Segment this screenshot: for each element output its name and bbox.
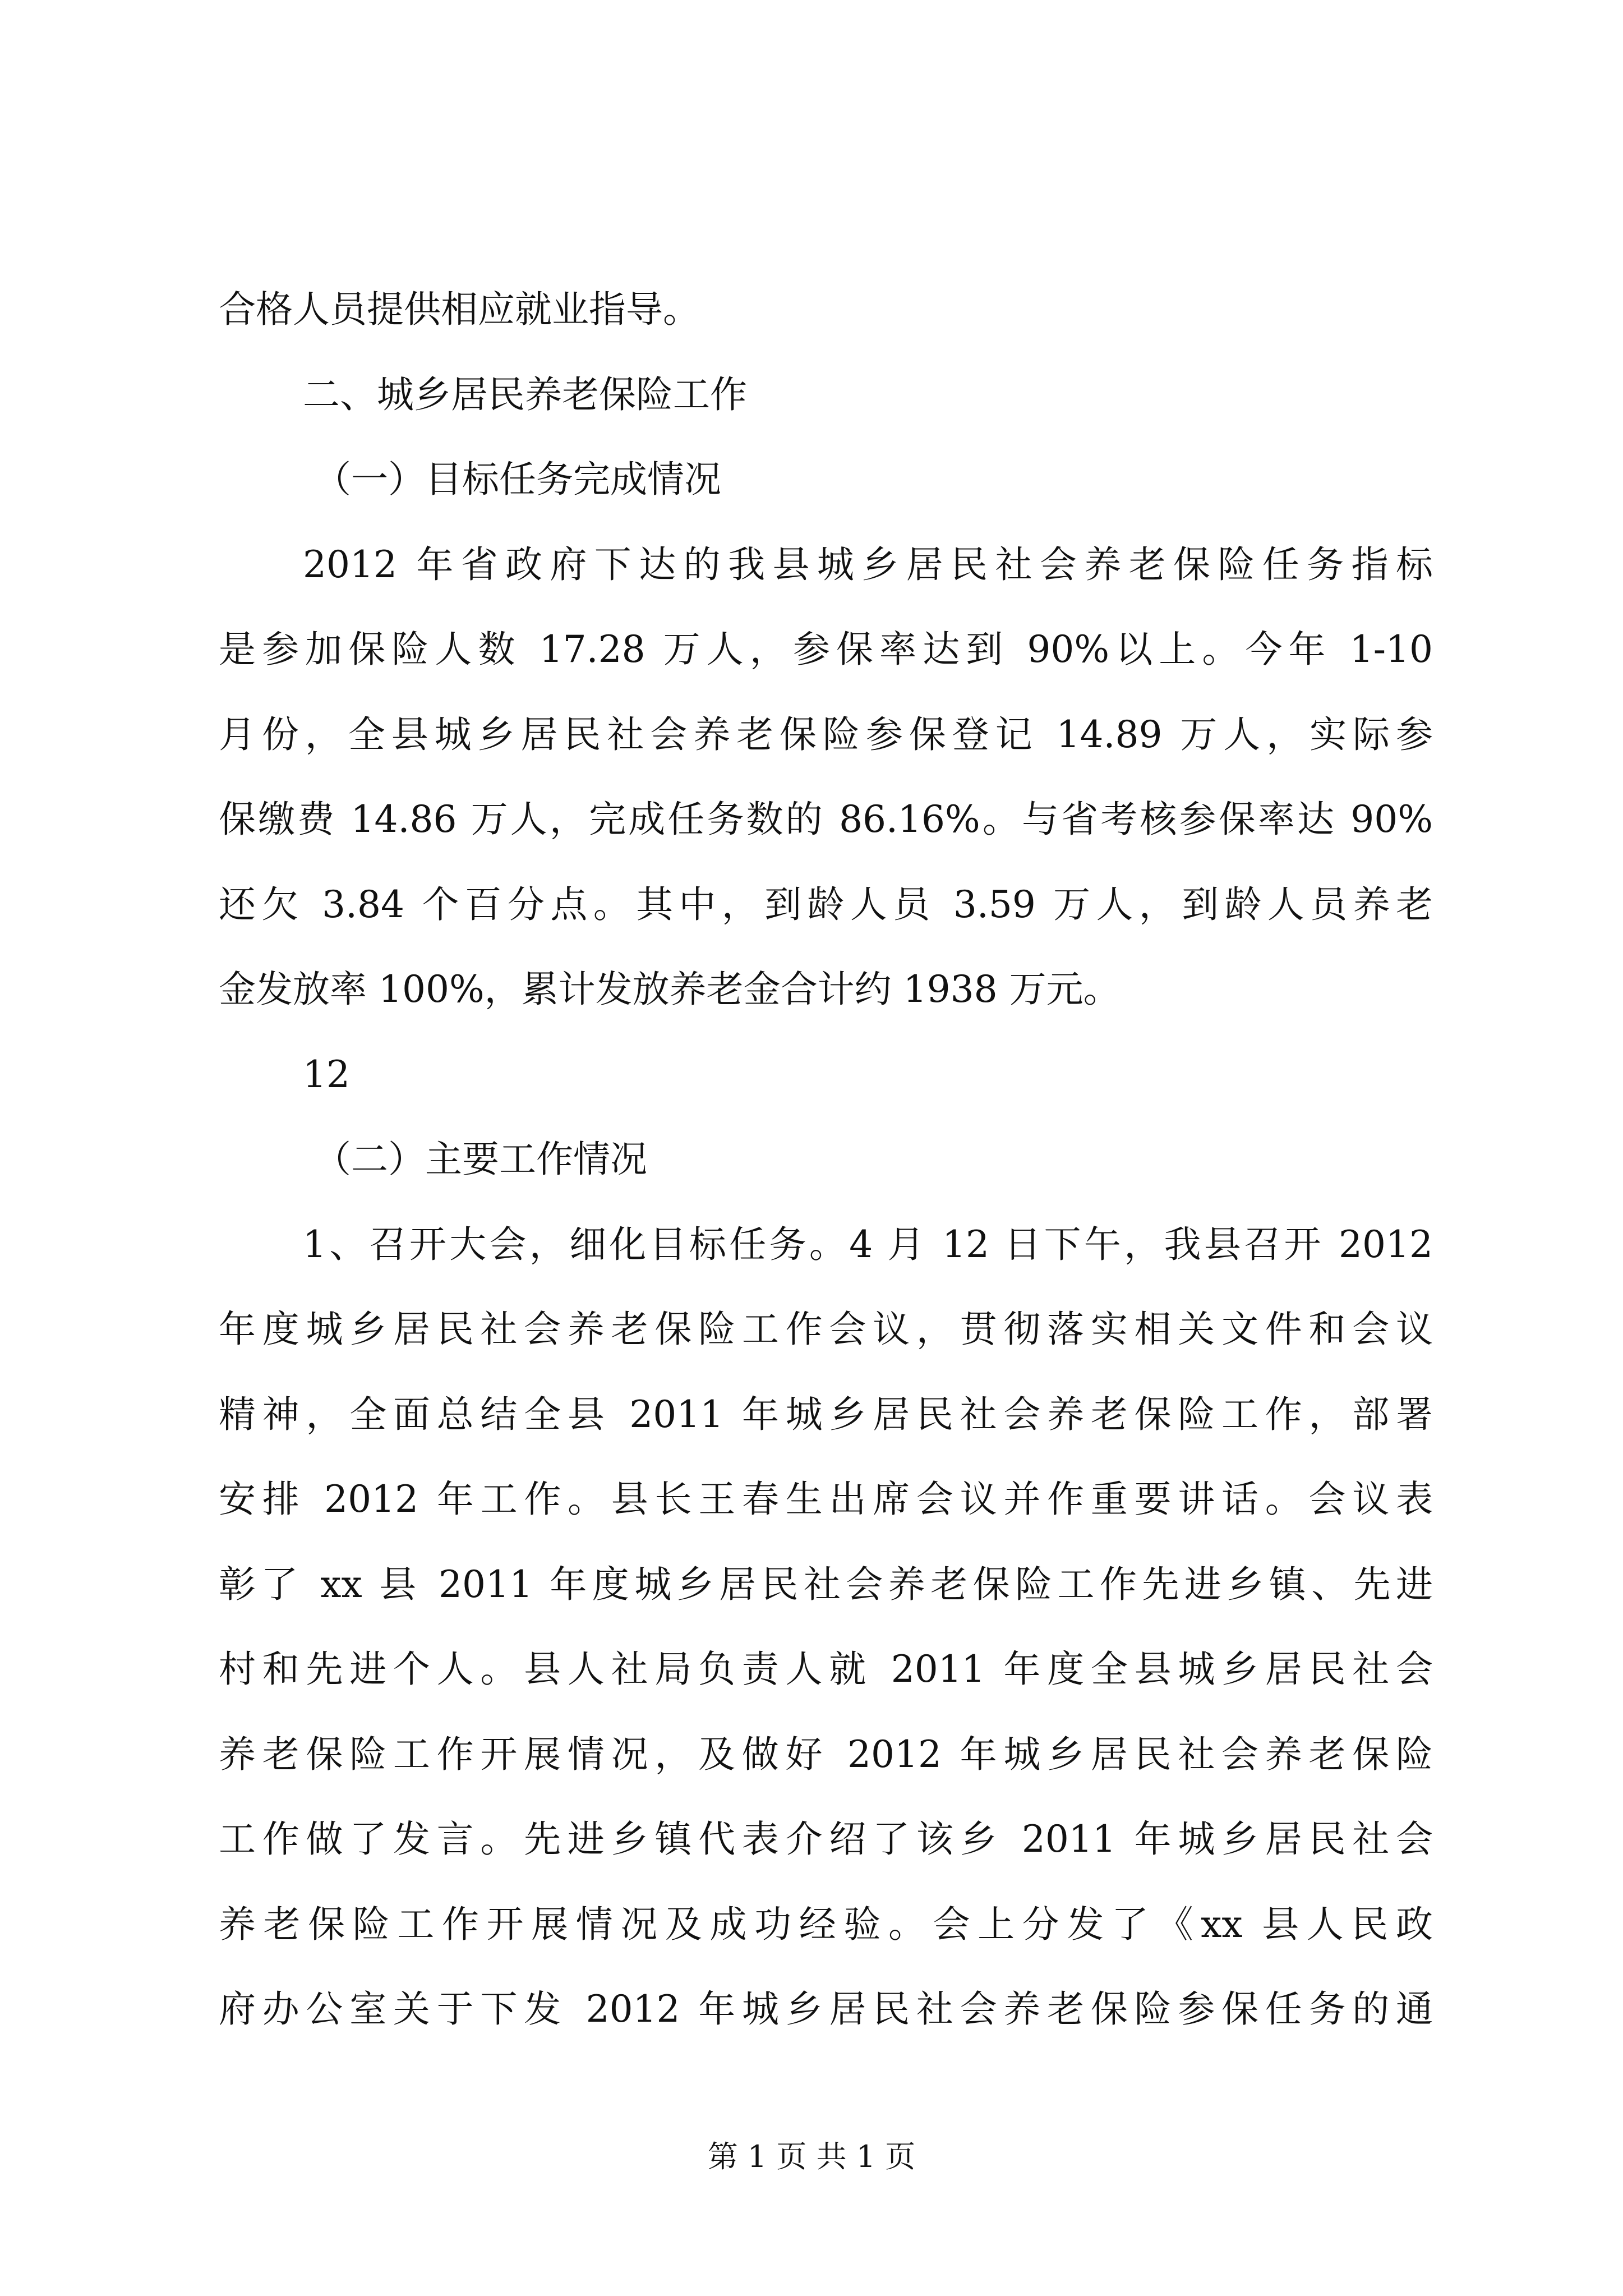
subsection-heading: （一）目标任务完成情况 [314,458,721,501]
paragraph-line: 还欠 3.84 个百分点。其中，到龄人员 3.59 万人，到龄人员养老 [219,883,1433,926]
paragraph-line: 12 [303,1053,350,1096]
paragraph-line: 月份，全县城乡居民社会养老保险参保登记 14.89 万人，实际参 [219,713,1433,756]
paragraph-line: 是参加保险人数 17.28 万人，参保率达到 90%以上。今年 1-10 [219,628,1433,671]
paragraph-line: 安排 2012 年工作。县长王春生出席会议并作重要讲话。会议表 [219,1478,1433,1521]
paragraph-line: 精神，全面总结全县 2011 年城乡居民社会养老保险工作，部署 [219,1393,1433,1436]
paragraph-line: 金发放率 100%，累计发放养老金合计约 1938 万元。 [219,968,1121,1011]
paragraph-line: 年度城乡居民社会养老保险工作会议，贯彻落实相关文件和会议 [219,1308,1433,1351]
subsection-heading: （二）主要工作情况 [314,1138,647,1181]
paragraph-line: 彰了 xx 县 2011 年度城乡居民社会养老保险工作先进乡镇、先进 [219,1563,1433,1606]
paragraph-line: 2012 年省政府下达的我县城乡居民社会养老保险任务指标 [303,543,1433,586]
paragraph-line: 村和先进个人。县人社局负责人就 2011 年度全县城乡居民社会 [219,1648,1433,1691]
paragraph-line: 养老保险工作开展情况，及做好 2012 年城乡居民社会养老保险 [219,1733,1433,1776]
paragraph-line: 工作做了发言。先进乡镇代表介绍了该乡 2011 年城乡居民社会 [219,1818,1433,1861]
paragraph-line: 保缴费 14.86 万人，完成任务数的 86.16%。与省考核参保率达 90% [219,798,1433,841]
paragraph-line: 府办公室关于下发 2012 年城乡居民社会养老保险参保任务的通 [219,1987,1433,2031]
section-heading: 二、城乡居民养老保险工作 [303,373,747,416]
paragraph-line: 养老保险工作开展情况及成功经验。会上分发了《xx 县人民政 [219,1903,1433,1946]
paragraph-line: 1、召开大会，细化目标任务。4 月 12 日下午，我县召开 2012 [303,1223,1433,1266]
paragraph-line: 合格人员提供相应就业指导。 [219,288,700,331]
page-footer: 第 1 页 共 1 页 [707,2139,916,2174]
